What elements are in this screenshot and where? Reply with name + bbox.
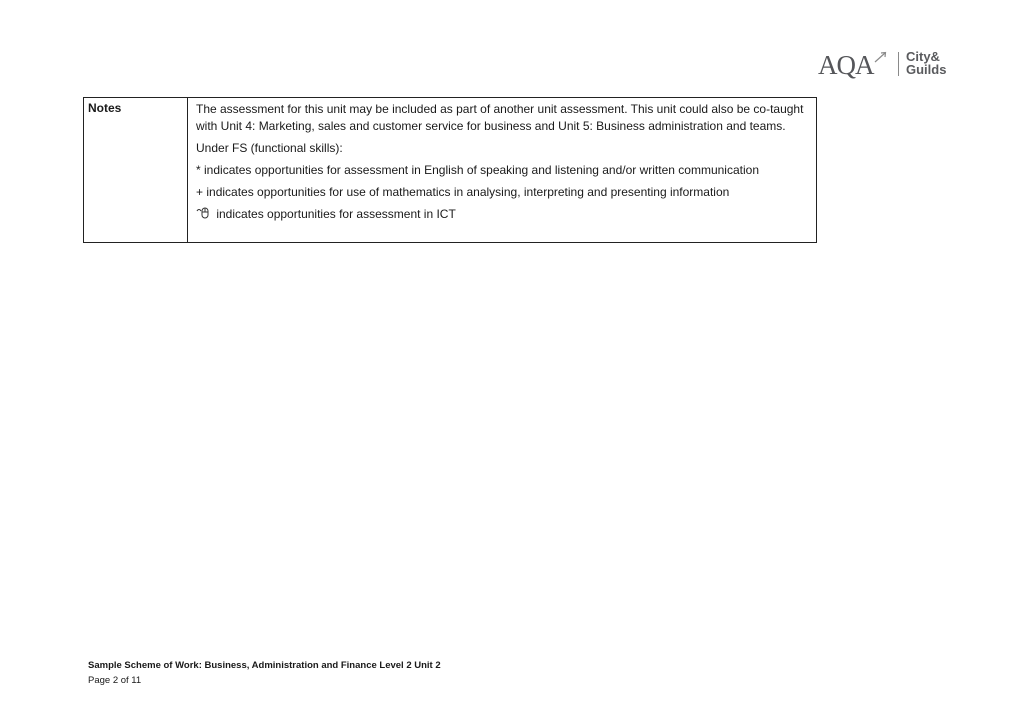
- arrow-icon: [874, 51, 888, 63]
- legend-symbol-asterisk: *: [196, 163, 201, 177]
- aqa-logo-text: AQA: [818, 50, 874, 80]
- notes-paragraph: Under FS (functional skills):: [196, 141, 343, 155]
- mouse-icon: [196, 207, 210, 219]
- logo-divider: [898, 52, 899, 76]
- legend-symbol-plus: +: [196, 185, 204, 199]
- city-guilds-logo-text: [906, 50, 946, 76]
- footer-page-number: Page 2 of 11: [88, 675, 142, 686]
- logo-city-text: City&: [906, 49, 940, 64]
- logo-guilds-text: Guilds: [906, 62, 947, 77]
- legend-text: indicates opportunities for assessment in English of speaking and listening and/or written communication: [204, 163, 759, 177]
- legend-text: indicates opportunities for use of mathematics in analysing, interpreting and presenting information: [206, 185, 730, 199]
- notes-table: [83, 97, 817, 243]
- legend-item-maths: [196, 184, 808, 201]
- notes-paragraph: The assessment for this unit may be included as part of another unit assessment. This unit could also be co-taught with Unit 4: Marketing, sales and customer service for business and Unit 5: Business administration and teams.: [196, 102, 804, 133]
- legend-item-ict: [196, 206, 808, 223]
- aqa-city-guilds-logo: [818, 49, 947, 80]
- notes-label: Notes: [88, 101, 122, 115]
- footer-document-title: Sample Scheme of Work: Business, Administration and Finance Level 2 Unit 2: [88, 660, 441, 671]
- table-column-divider: [187, 98, 188, 242]
- legend-item-english: [196, 162, 808, 179]
- notes-content: [196, 101, 808, 228]
- legend-text: indicates opportunities for assessment in ICT: [216, 207, 456, 221]
